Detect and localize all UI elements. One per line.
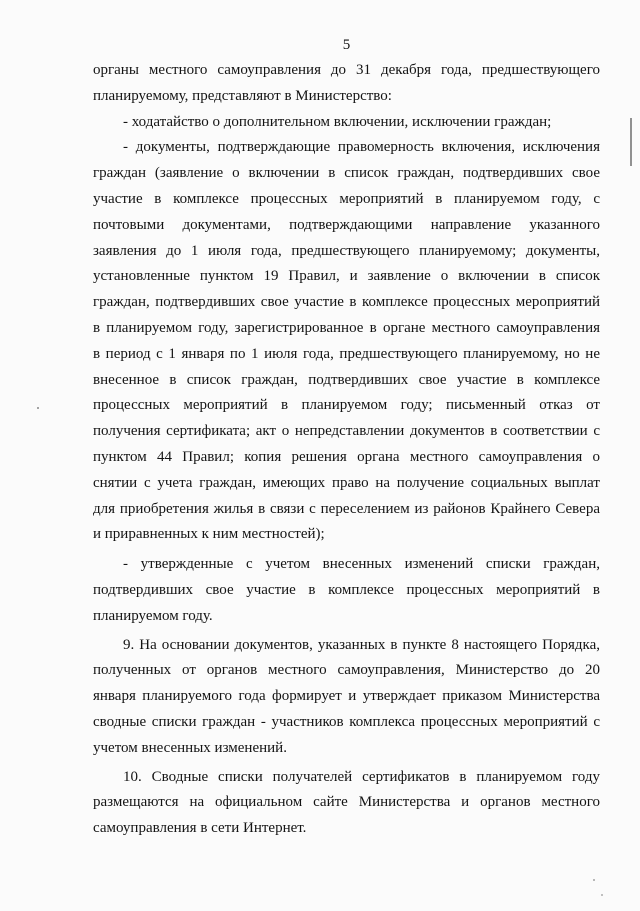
list-item-documents bbox=[93, 135, 600, 548]
text-line: участие в комплексе процессных мероприятий в планируемом году, с bbox=[93, 190, 600, 207]
text-line: в планируемом году, зарегистрированное в органе местного самоуправления bbox=[93, 319, 600, 336]
text-line: учетом внесенных изменений. bbox=[93, 739, 287, 756]
text-line: самоуправления в сети Интернет. bbox=[93, 820, 307, 837]
scan-speck bbox=[601, 894, 603, 896]
clause-10 bbox=[93, 765, 600, 842]
text-line: 10. Сводные списки получателей сертификатов в планируемом году bbox=[123, 768, 600, 785]
text-line: планируемому, представляют в Министерство: bbox=[93, 87, 392, 104]
document-body bbox=[93, 58, 600, 842]
text-line: полученных от органов местного самоуправления, Министерство до 20 bbox=[93, 662, 600, 679]
list-item-petition bbox=[93, 110, 600, 136]
text-line: граждан, подтвердивших свое участие в комплексе процессных мероприятий bbox=[93, 294, 600, 311]
text-line: 9. На основании документов, указанных в пункте 8 настоящего Порядка, bbox=[123, 636, 600, 653]
text-line: внесенное в список граждан, подтвердивших свое участие в комплексе bbox=[93, 371, 600, 388]
scan-edge-mark bbox=[630, 118, 632, 166]
text-line: для приобретения жилья в связи с переселением из районов Крайнего Севера bbox=[93, 500, 600, 517]
text-line: пунктом 44 Правил; копия решения органа местного самоуправления о bbox=[93, 448, 600, 465]
text-line: органы местного самоуправления до 31 декабря года, предшествующего bbox=[93, 62, 600, 78]
text-line: граждан (заявление о включении в список граждан, подтвердивших свое bbox=[93, 165, 600, 182]
text-line: и приравненных к ним местностей); bbox=[93, 526, 325, 543]
text-line: почтовыми документами, подтверждающими направление указанного bbox=[93, 216, 600, 233]
text-line: сводные списки граждан - участников комплекса процессных мероприятий с bbox=[93, 713, 600, 730]
text-line: подтвердивших свое участие в комплексе процессных мероприятий в bbox=[93, 581, 600, 598]
text-line: в период с 1 января по 1 июля года, предшествующего планируемому, но не bbox=[93, 345, 600, 362]
text-line: процессных мероприятий в планируемом году; письменный отказ от bbox=[93, 397, 600, 414]
text-line: получения сертификата; акт о непредставлении документов в соответствии с bbox=[93, 423, 600, 440]
paragraph-continuation bbox=[93, 58, 600, 110]
text-line: января планируемого года формирует и утверждает приказом Министерства bbox=[93, 688, 600, 705]
clause-9 bbox=[93, 633, 600, 762]
text-line: - ходатайство о дополнительном включении, исключении граждан; bbox=[123, 113, 552, 130]
text-line: - утвержденные с учетом внесенных изменений списки граждан, bbox=[123, 556, 600, 573]
text-line: заявления до 1 июля года, предшествующего планируемому; документы, bbox=[93, 242, 600, 259]
text-line: снятии с учета граждан, имеющих право на получение социальных выплат bbox=[93, 474, 600, 491]
list-item-approved-lists bbox=[93, 552, 600, 629]
page-number: 5 bbox=[342, 37, 351, 53]
text-line: - документы, подтверждающие правомерность включения, исключения bbox=[123, 139, 600, 156]
text-line: планируемом году. bbox=[93, 607, 213, 624]
text-line: установленные пунктом 19 Правил, и заявление о включении в список bbox=[93, 268, 600, 285]
scan-speck bbox=[37, 407, 39, 409]
text-line: размещаются на официальном сайте Министерства и органов местного bbox=[93, 794, 600, 811]
scan-speck bbox=[593, 879, 595, 881]
